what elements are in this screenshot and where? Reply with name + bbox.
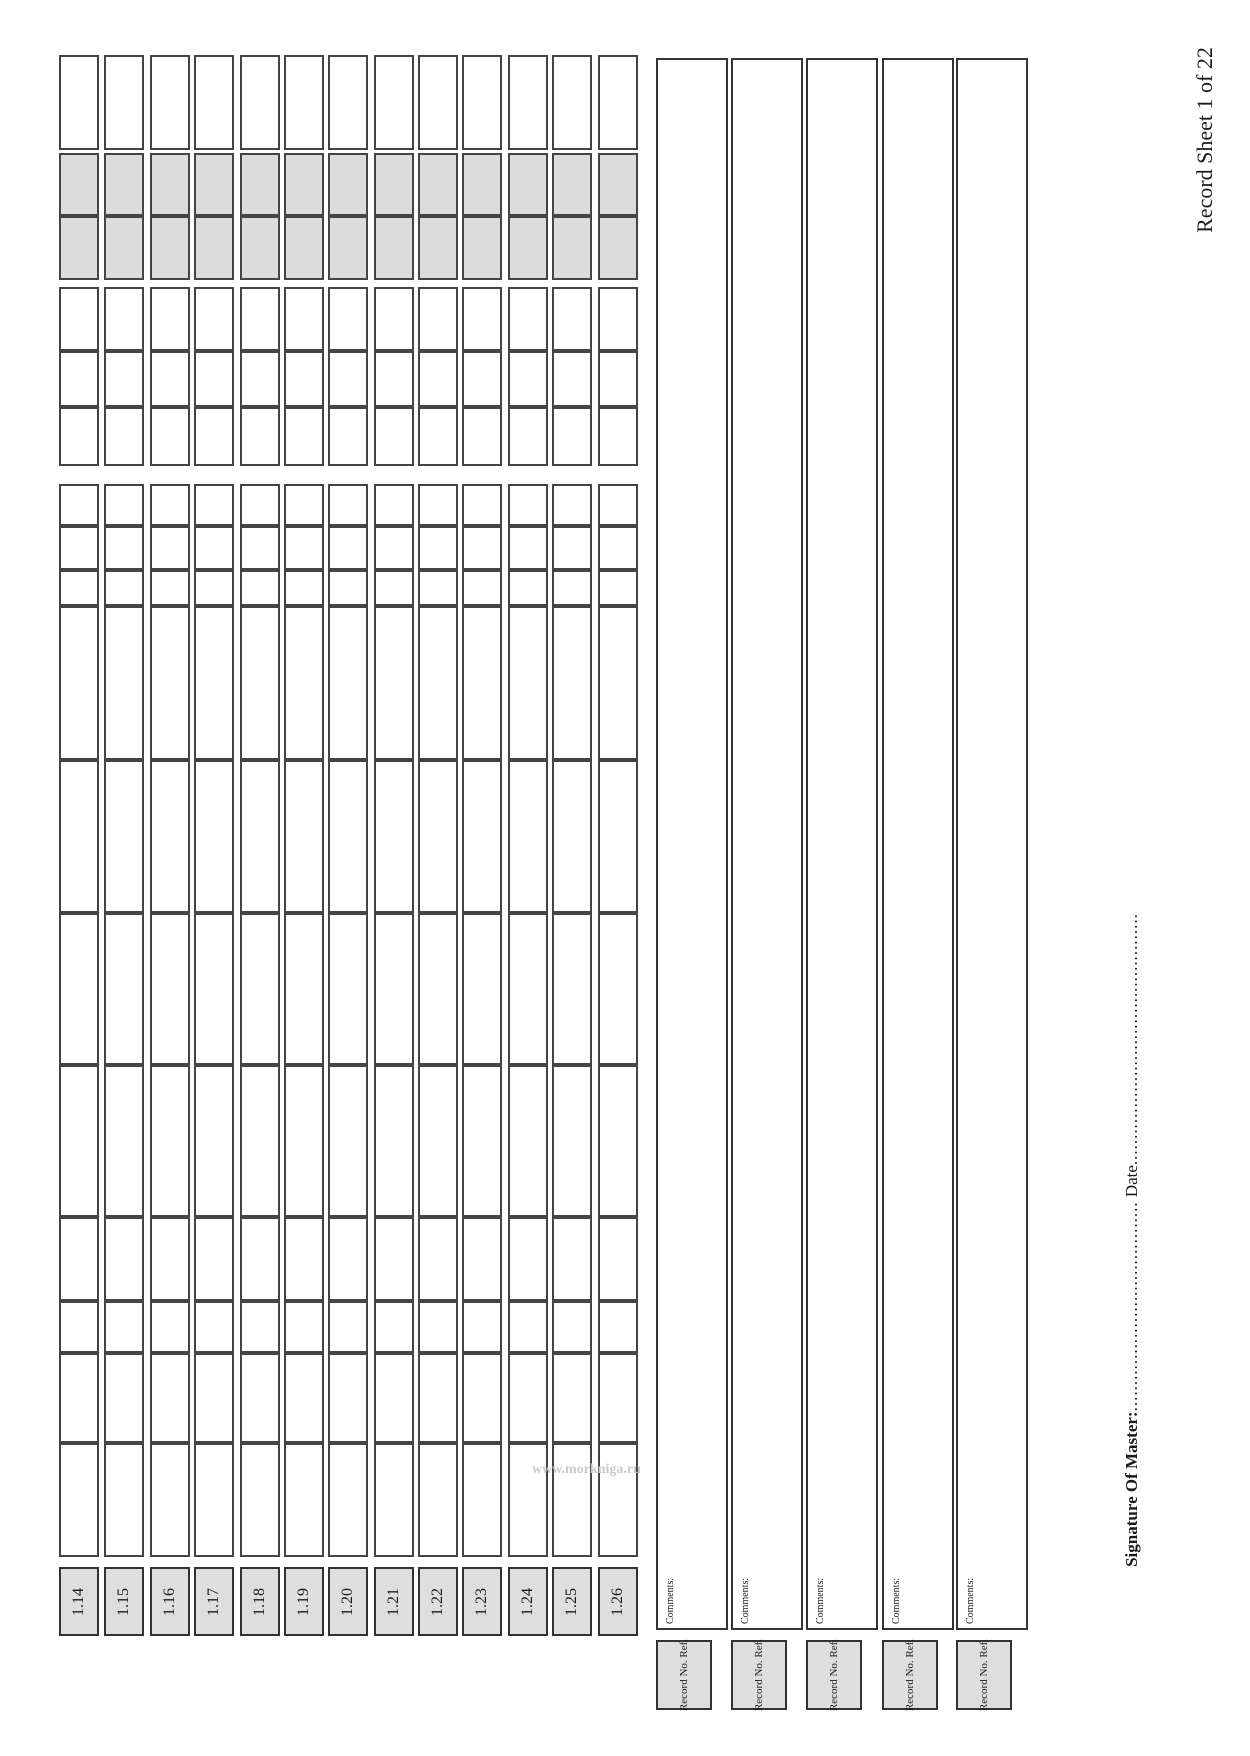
row-number: 1.22 [429, 1587, 446, 1616]
table-cell[interactable] [598, 1301, 638, 1353]
table-cell[interactable] [150, 287, 190, 351]
table-cell[interactable] [194, 570, 234, 606]
table-cell[interactable] [240, 570, 280, 606]
record-ref-cell [806, 1640, 862, 1710]
record-ref-cell [956, 1640, 1012, 1710]
table-row [328, 0, 368, 1640]
comment-box[interactable] [956, 58, 1028, 1630]
table-cell[interactable] [194, 55, 234, 150]
table-cell[interactable] [328, 606, 368, 760]
table-cell[interactable] [598, 287, 638, 351]
table-cell[interactable] [462, 407, 502, 466]
table-cell[interactable] [104, 570, 144, 606]
date-field[interactable]: ................................................ [1122, 913, 1141, 1166]
table-cell[interactable] [59, 606, 99, 760]
table-cell[interactable] [104, 606, 144, 760]
table-cell[interactable] [552, 216, 592, 280]
table-cell[interactable] [374, 287, 414, 351]
table-cell[interactable] [418, 913, 458, 1065]
comment-label: Comments: [965, 1577, 976, 1624]
table-cell[interactable] [240, 1217, 280, 1301]
table-cell[interactable] [508, 351, 548, 407]
table-cell[interactable] [104, 1301, 144, 1353]
table-cell[interactable] [104, 526, 144, 570]
table-cell[interactable] [284, 351, 324, 407]
table-cell[interactable] [552, 153, 592, 216]
table-cell[interactable] [194, 153, 234, 216]
row-number: 1.18 [251, 1587, 268, 1616]
table-cell[interactable] [59, 287, 99, 351]
table-cell[interactable] [59, 526, 99, 570]
table-cell[interactable] [508, 484, 548, 526]
table-cell[interactable] [462, 287, 502, 351]
table-cell[interactable] [598, 760, 638, 913]
comment-label: Comments: [815, 1577, 826, 1624]
table-cell[interactable] [374, 1443, 414, 1557]
table-cell[interactable] [374, 913, 414, 1065]
table-cell[interactable] [59, 407, 99, 466]
table-cell[interactable] [598, 216, 638, 280]
table-cell[interactable] [284, 1217, 324, 1301]
row-number: 1.25 [563, 1587, 580, 1616]
table-cell[interactable] [374, 153, 414, 216]
table-cell[interactable] [150, 153, 190, 216]
row-number-cell [508, 1567, 548, 1636]
row-number-cell [328, 1567, 368, 1636]
table-cell[interactable] [328, 407, 368, 466]
table-cell[interactable] [240, 153, 280, 216]
table-cell[interactable] [462, 55, 502, 150]
table-cell[interactable] [462, 913, 502, 1065]
table-cell[interactable] [284, 287, 324, 351]
record-ref-cell [656, 1640, 712, 1710]
table-cell[interactable] [240, 760, 280, 913]
table-cell[interactable] [418, 407, 458, 466]
record-ref-label: Record No. Ref. [678, 1638, 690, 1712]
table-cell[interactable] [328, 153, 368, 216]
table-cell[interactable] [328, 570, 368, 606]
table-cell[interactable] [508, 407, 548, 466]
table-cell[interactable] [59, 1353, 99, 1443]
row-number-cell [59, 1567, 99, 1636]
table-cell[interactable] [598, 55, 638, 150]
table-cell[interactable] [552, 1065, 592, 1217]
table-cell[interactable] [194, 484, 234, 526]
table-cell[interactable] [194, 216, 234, 280]
table-cell[interactable] [240, 287, 280, 351]
table-row [240, 0, 280, 1640]
table-cell[interactable] [284, 760, 324, 913]
table-cell[interactable] [508, 1443, 548, 1557]
table-cell[interactable] [418, 526, 458, 570]
table-cell[interactable] [104, 1217, 144, 1301]
table-cell[interactable] [104, 484, 144, 526]
table-cell[interactable] [104, 1443, 144, 1557]
table-cell[interactable] [59, 153, 99, 216]
row-number: 1.23 [473, 1587, 490, 1616]
table-cell[interactable] [418, 1443, 458, 1557]
table-cell[interactable] [194, 1443, 234, 1557]
table-cell[interactable] [150, 526, 190, 570]
table-cell[interactable] [194, 760, 234, 913]
table-cell[interactable] [150, 570, 190, 606]
signature-date-line [1122, 913, 1142, 1567]
comment-label: Comments: [740, 1577, 751, 1624]
table-cell[interactable] [104, 407, 144, 466]
table-cell[interactable] [328, 1217, 368, 1301]
table-cell[interactable] [194, 1301, 234, 1353]
table-cell[interactable] [284, 484, 324, 526]
table-cell[interactable] [462, 153, 502, 216]
table-cell[interactable] [508, 216, 548, 280]
record-ref-label: Record No. Ref. [828, 1638, 840, 1712]
table-cell[interactable] [59, 55, 99, 150]
table-cell[interactable] [418, 1065, 458, 1217]
table-cell[interactable] [284, 1353, 324, 1443]
table-cell[interactable] [462, 1065, 502, 1217]
table-cell[interactable] [418, 1217, 458, 1301]
table-cell[interactable] [284, 216, 324, 280]
comment-box[interactable] [731, 58, 803, 1630]
table-cell[interactable] [104, 1065, 144, 1217]
table-cell[interactable] [508, 760, 548, 913]
table-cell[interactable] [374, 216, 414, 280]
comment-label: Comments: [891, 1577, 902, 1624]
table-cell[interactable] [240, 1443, 280, 1557]
table-cell[interactable] [150, 407, 190, 466]
table-cell[interactable] [374, 570, 414, 606]
record-ref-label: Record No. Ref. [904, 1638, 916, 1712]
table-cell[interactable] [552, 351, 592, 407]
comment-box[interactable] [806, 58, 878, 1630]
table-cell[interactable] [104, 55, 144, 150]
table-row [418, 0, 458, 1640]
table-cell[interactable] [240, 407, 280, 466]
row-number: 1.14 [70, 1587, 87, 1616]
table-cell[interactable] [240, 351, 280, 407]
row-number-cell [552, 1567, 592, 1636]
table-cell[interactable] [418, 55, 458, 150]
table-cell[interactable] [328, 1065, 368, 1217]
record-ref-cell [731, 1640, 787, 1710]
row-number-cell [374, 1567, 414, 1636]
table-cell[interactable] [328, 55, 368, 150]
signature-field[interactable]: ........................................ [1122, 1201, 1141, 1412]
table-cell[interactable] [194, 526, 234, 570]
record-ref-label: Record No. Ref. [753, 1638, 765, 1712]
table-cell[interactable] [552, 484, 592, 526]
table-cell[interactable] [552, 287, 592, 351]
table-cell[interactable] [328, 913, 368, 1065]
table-cell[interactable] [194, 1217, 234, 1301]
table-cell[interactable] [418, 760, 458, 913]
table-cell[interactable] [462, 1443, 502, 1557]
table-cell[interactable] [240, 1353, 280, 1443]
table-cell[interactable] [59, 1217, 99, 1301]
record-ref-cell [882, 1640, 938, 1710]
row-number-cell [240, 1567, 280, 1636]
table-cell[interactable] [418, 1353, 458, 1443]
row-number-cell [194, 1567, 234, 1636]
table-cell[interactable] [598, 1353, 638, 1443]
table-cell[interactable] [552, 1443, 592, 1557]
table-cell[interactable] [284, 153, 324, 216]
table-cell[interactable] [462, 526, 502, 570]
table-cell[interactable] [552, 1301, 592, 1353]
table-row [194, 0, 234, 1640]
row-number-cell [462, 1567, 502, 1636]
table-cell[interactable] [374, 1217, 414, 1301]
table-cell[interactable] [194, 913, 234, 1065]
table-cell[interactable] [462, 1301, 502, 1353]
table-cell[interactable] [598, 351, 638, 407]
comment-label: Comments: [665, 1577, 676, 1624]
table-cell[interactable] [240, 484, 280, 526]
table-cell[interactable] [150, 1301, 190, 1353]
table-cell[interactable] [508, 570, 548, 606]
table-cell[interactable] [150, 351, 190, 407]
table-cell[interactable] [598, 913, 638, 1065]
table-cell[interactable] [508, 55, 548, 150]
table-cell[interactable] [284, 913, 324, 1065]
table-cell[interactable] [194, 351, 234, 407]
row-number: 1.24 [519, 1587, 536, 1616]
table-cell[interactable] [240, 216, 280, 280]
table-cell[interactable] [150, 55, 190, 150]
table-cell[interactable] [418, 1301, 458, 1353]
table-row [59, 0, 99, 1640]
table-cell[interactable] [240, 1301, 280, 1353]
table-cell[interactable] [284, 1301, 324, 1353]
table-cell[interactable] [374, 407, 414, 466]
table-cell[interactable] [508, 153, 548, 216]
sheet-number: Record Sheet 1 of 22 [1192, 47, 1217, 233]
table-cell[interactable] [150, 216, 190, 280]
table-cell[interactable] [194, 606, 234, 760]
table-cell[interactable] [598, 570, 638, 606]
row-number-cell [418, 1567, 458, 1636]
watermark: www.morkniga.ru [532, 1462, 641, 1477]
table-cell[interactable] [194, 287, 234, 351]
table-cell[interactable] [284, 55, 324, 150]
table-cell[interactable] [418, 570, 458, 606]
table-row [374, 0, 414, 1640]
table-cell[interactable] [104, 351, 144, 407]
table-cell[interactable] [240, 913, 280, 1065]
table-cell[interactable] [328, 216, 368, 280]
table-row [284, 0, 324, 1640]
table-cell[interactable] [508, 1301, 548, 1353]
table-cell[interactable] [104, 153, 144, 216]
table-cell[interactable] [508, 287, 548, 351]
table-cell[interactable] [240, 55, 280, 150]
table-row [552, 0, 592, 1640]
row-number: 1.21 [385, 1587, 402, 1616]
table-cell[interactable] [374, 55, 414, 150]
table-cell[interactable] [462, 351, 502, 407]
table-cell[interactable] [240, 1065, 280, 1217]
table-cell[interactable] [552, 55, 592, 150]
table-cell[interactable] [104, 913, 144, 1065]
table-cell[interactable] [462, 1353, 502, 1443]
table-cell[interactable] [552, 570, 592, 606]
table-cell[interactable] [59, 351, 99, 407]
table-cell[interactable] [508, 1065, 548, 1217]
table-cell[interactable] [508, 1353, 548, 1443]
table-row [462, 0, 502, 1640]
table-cell[interactable] [59, 484, 99, 526]
table-cell[interactable] [284, 606, 324, 760]
table-cell[interactable] [462, 570, 502, 606]
table-cell[interactable] [374, 1353, 414, 1443]
table-cell[interactable] [150, 484, 190, 526]
table-cell[interactable] [194, 407, 234, 466]
table-cell[interactable] [284, 526, 324, 570]
table-cell[interactable] [328, 1353, 368, 1443]
table-cell[interactable] [552, 407, 592, 466]
record-ref-label: Record No. Ref. [978, 1638, 990, 1712]
table-row [598, 0, 638, 1640]
table-cell[interactable] [328, 526, 368, 570]
table-cell[interactable] [59, 1443, 99, 1557]
table-cell[interactable] [508, 913, 548, 1065]
row-number-cell [150, 1567, 190, 1636]
table-cell[interactable] [462, 484, 502, 526]
table-cell[interactable] [598, 526, 638, 570]
row-number: 1.16 [161, 1587, 178, 1616]
table-cell[interactable] [328, 287, 368, 351]
row-number: 1.17 [205, 1587, 222, 1616]
table-cell[interactable] [104, 760, 144, 913]
signature-label: Signature Of Master: [1122, 1411, 1141, 1567]
table-cell[interactable] [598, 153, 638, 216]
table-cell[interactable] [150, 1217, 190, 1301]
table-cell[interactable] [328, 760, 368, 913]
table-cell[interactable] [284, 407, 324, 466]
row-number-cell [598, 1567, 638, 1636]
table-cell[interactable] [418, 153, 458, 216]
row-number: 1.26 [609, 1587, 626, 1616]
table-cell[interactable] [328, 1301, 368, 1353]
table-cell[interactable] [59, 216, 99, 280]
row-number: 1.20 [339, 1587, 356, 1616]
table-cell[interactable] [284, 1443, 324, 1557]
table-cell[interactable] [59, 570, 99, 606]
table-cell[interactable] [418, 351, 458, 407]
table-cell[interactable] [104, 287, 144, 351]
table-cell[interactable] [194, 1065, 234, 1217]
table-cell[interactable] [508, 1217, 548, 1301]
table-cell[interactable] [374, 1301, 414, 1353]
table-cell[interactable] [598, 1443, 638, 1557]
table-cell[interactable] [598, 606, 638, 760]
table-cell[interactable] [374, 484, 414, 526]
table-cell[interactable] [328, 351, 368, 407]
comment-box[interactable] [882, 58, 954, 1630]
date-label: Date [1122, 1165, 1141, 1198]
table-cell[interactable] [462, 606, 502, 760]
table-cell[interactable] [374, 760, 414, 913]
table-cell[interactable] [552, 606, 592, 760]
table-cell[interactable] [374, 526, 414, 570]
table-row [104, 0, 144, 1640]
table-cell[interactable] [59, 913, 99, 1065]
table-row [150, 0, 190, 1640]
table-cell[interactable] [374, 1065, 414, 1217]
table-cell[interactable] [552, 760, 592, 913]
table-cell[interactable] [552, 913, 592, 1065]
table-cell[interactable] [508, 606, 548, 760]
comment-box[interactable] [656, 58, 728, 1630]
table-row [508, 0, 548, 1640]
table-cell[interactable] [418, 216, 458, 280]
table-cell[interactable] [150, 1443, 190, 1557]
table-cell[interactable] [59, 1065, 99, 1217]
table-cell[interactable] [284, 1065, 324, 1217]
table-cell[interactable] [598, 1217, 638, 1301]
table-cell[interactable] [598, 1065, 638, 1217]
row-number-cell [104, 1567, 144, 1636]
table-cell[interactable] [418, 606, 458, 760]
table-cell[interactable] [374, 351, 414, 407]
table-cell[interactable] [284, 570, 324, 606]
table-cell[interactable] [598, 484, 638, 526]
table-cell[interactable] [150, 913, 190, 1065]
table-cell[interactable] [104, 1353, 144, 1443]
table-cell[interactable] [328, 1443, 368, 1557]
table-cell[interactable] [374, 606, 414, 760]
table-cell[interactable] [150, 606, 190, 760]
table-cell[interactable] [59, 760, 99, 913]
table-cell[interactable] [462, 1217, 502, 1301]
table-cell[interactable] [462, 216, 502, 280]
table-cell[interactable] [508, 526, 548, 570]
table-cell[interactable] [194, 1353, 234, 1443]
table-cell[interactable] [418, 484, 458, 526]
table-cell[interactable] [418, 287, 458, 351]
row-number-cell [284, 1567, 324, 1636]
row-number: 1.19 [295, 1587, 312, 1616]
table-cell[interactable] [59, 1301, 99, 1353]
table-cell[interactable] [240, 526, 280, 570]
table-cell[interactable] [240, 606, 280, 760]
table-cell[interactable] [552, 526, 592, 570]
table-cell[interactable] [150, 1065, 190, 1217]
table-cell[interactable] [552, 1217, 592, 1301]
table-cell[interactable] [150, 1353, 190, 1443]
table-cell[interactable] [328, 484, 368, 526]
table-cell[interactable] [598, 407, 638, 466]
table-cell[interactable] [552, 1353, 592, 1443]
table-cell[interactable] [462, 760, 502, 913]
row-number: 1.15 [115, 1587, 132, 1616]
table-cell[interactable] [104, 216, 144, 280]
table-cell[interactable] [150, 760, 190, 913]
